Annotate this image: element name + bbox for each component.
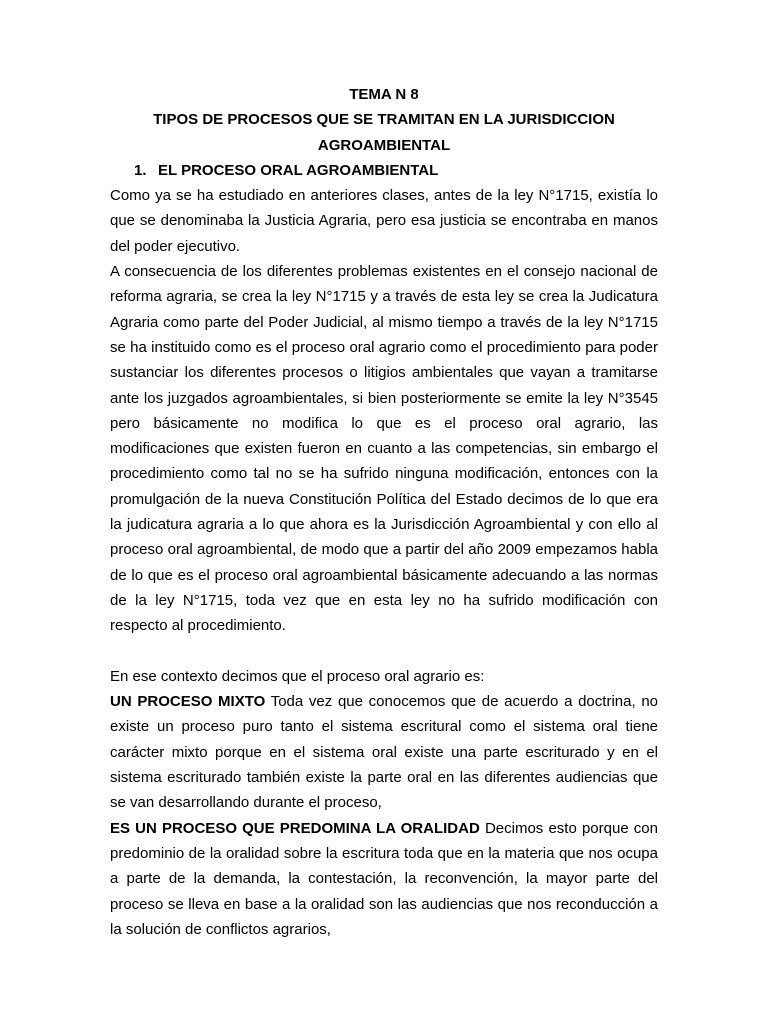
paragraph-history: A consecuencia de los diferentes problemas existentes en el consejo nacional de reforma agraria, se crea la ley N°1715 y a través de esta ley se crea la Judicatura Agraria como parte del Poder Judicial, al mismo tiempo a través de la ley N°1715 se ha instituido como es el proceso oral agrario como el procedimiento para poder sustanciar los diferentes procesos o litigios ambientales que vayan a tramitarse ante los juzgados agroambientales, si bien posteriormente se emite la ley N°3545 pero básicamente no modifica lo que es el proceso oral agrario, las modificaciones que existen fueron en cuanto a las competencias, sin embargo el procedimiento como tal no se ha sufrido ninguna modificación, entonces con la promulgación de la nueva Constitución Política del Estado decimos de lo que era la judicatura agraria a lo que ahora es la Jurisdicción Agroambiental y con ello al proceso oral agroambiental, de modo que a partir del año 2009 empezamos habla de lo que es el proceso oral agroambiental básicamente adecuando a las normas de la ley N°1715, toda vez que en esta ley no ha sufrido modificación con respecto al procedimiento. <box>110 263 658 635</box>
paragraph-context: En ese contexto decimos que el proceso oral agrario es: <box>110 667 485 685</box>
document-page <box>110 82 658 942</box>
section-number: 1. <box>134 161 147 179</box>
section-heading-text: EL PROCESO ORAL AGROAMBIENTAL <box>158 161 439 179</box>
document-title: TEMA N 8 <box>349 86 419 103</box>
section-heading <box>110 158 658 183</box>
characteristic-orality <box>110 816 658 942</box>
characteristic-label: ES UN PROCESO QUE PREDOMINA LA ORALIDAD <box>110 819 480 837</box>
characteristic-text: Toda vez que conocemos que de acuerdo a doctrina, no existe un proceso puro tanto el sistema escritural como el sistema oral tiene carácter mixto porque en el sistema oral existe una parte escriturado y en el sistema escriturado también existe la parte oral en las diferentes audiencias que se van desarrollando durante el proceso, <box>110 693 659 812</box>
characteristic-text: Decimos esto porque con predominio de la oralidad sobre la escritura toda que en la materia que nos ocupa a parte de la demanda, la contestación, la reconvención, la mayor parte del proceso se lleva en base a la oralidad son las audiencias que nos reconducción a la solución de conflictos agrarios, <box>110 819 658 938</box>
paragraph-intro: Como ya se ha estudiado en anteriores clases, antes de la ley N°1715, existía lo que se denominaba la Justicia Agraria, pero esa justicia se encontraba en manos del poder ejecutivo. <box>110 187 658 255</box>
characteristic-mixed-process <box>110 689 658 815</box>
characteristic-label: UN PROCESO MIXTO <box>110 693 266 711</box>
document-subtitle: TIPOS DE PROCESOS QUE SE TRAMITAN EN LA JURISDICCION AGROAMBIENTAL <box>153 111 615 154</box>
paragraph-spacer <box>110 639 658 664</box>
